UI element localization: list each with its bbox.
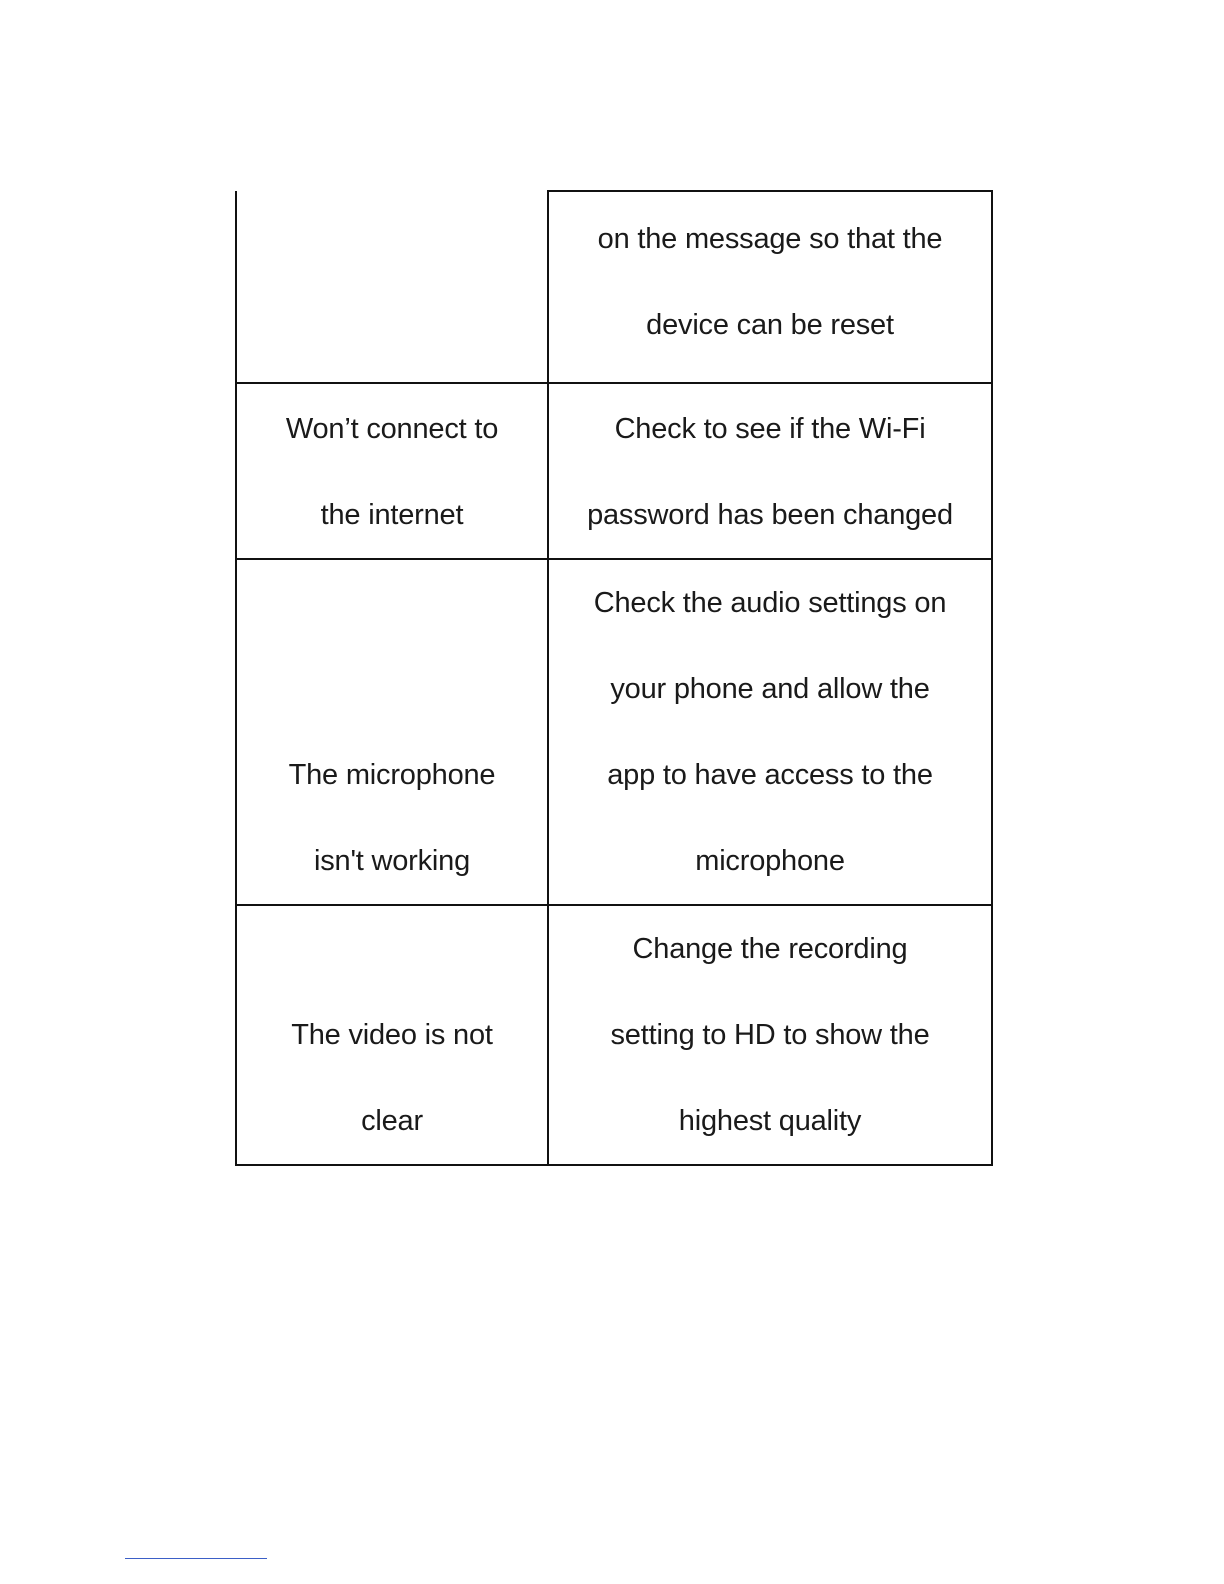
problem-cell <box>236 191 548 383</box>
table-row <box>236 383 992 559</box>
solution-line: highest quality <box>678 1105 862 1137</box>
solution-line: Check the audio settings on <box>593 587 947 619</box>
troubleshooting-table <box>235 190 993 1166</box>
solution-line: setting to HD to show the <box>610 1019 930 1051</box>
solution-line: on the message so that the <box>597 223 943 255</box>
table-row <box>236 191 992 383</box>
solution-line: microphone <box>695 845 845 877</box>
problem-cell <box>236 559 548 905</box>
table-row <box>236 905 992 1165</box>
problem-cell <box>236 905 548 1165</box>
problem-line: the internet <box>320 499 464 531</box>
table-row <box>236 559 992 905</box>
footnote-separator <box>125 1558 267 1559</box>
solution-cell <box>548 383 992 559</box>
problem-line: isn't working <box>313 845 471 877</box>
problem-line: Won’t connect to <box>285 413 499 445</box>
solution-cell <box>548 905 992 1165</box>
solution-line: Check to see if the Wi-Fi <box>614 413 926 445</box>
solution-line: device can be reset <box>646 309 894 341</box>
solution-line: Change the recording <box>632 933 908 965</box>
solution-line: password has been changed <box>587 499 953 531</box>
solution-cell <box>548 559 992 905</box>
problem-cell <box>236 383 548 559</box>
solution-line: your phone and allow the <box>610 673 930 705</box>
problem-line: The video is not <box>291 1019 493 1051</box>
problem-line: The microphone <box>288 759 496 791</box>
solution-line: app to have access to the <box>607 759 933 791</box>
solution-cell <box>548 191 992 383</box>
problem-line: clear <box>361 1105 423 1137</box>
